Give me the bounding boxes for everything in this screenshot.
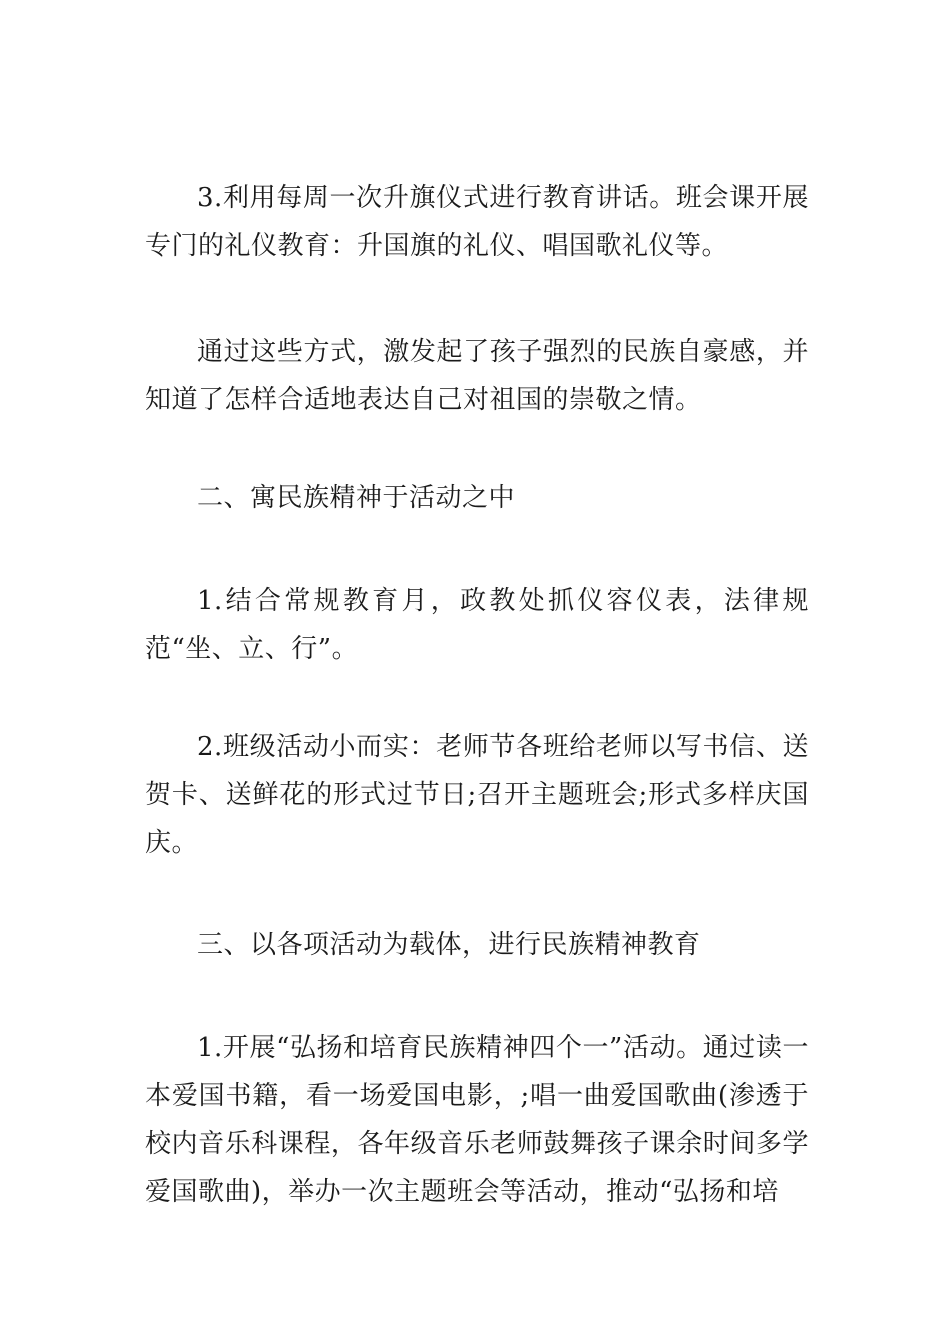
paragraph-four-ones-activity: 1.开展“弘扬和培育民族精神四个一”活动。通过读一本爱国书籍，看一场爱国电影，;唱一曲爱国歌曲(渗透于校内音乐科课程，各年级音乐老师鼓舞孩子课余时间多学爱国歌曲)，举办一次主题班会等活动，推动“弘扬和培 xyxy=(145,1033,809,1207)
paragraph-routine-education: 1.结合常规教育月，政教处抓仪容仪表，法律规范“坐、立、行”。 xyxy=(145,586,809,664)
paragraph-class-activities: 2.班级活动小而实：老师节各班给老师以写书信、送贺卡、送鲜花的形式过节日;召开主题班会;形式多样庆国庆。 xyxy=(145,732,809,858)
section-heading-2: 二、寓民族精神于活动之中 xyxy=(197,483,516,513)
paragraph-flag-ceremony: 3.利用每周一次升旗仪式进行教育讲话。班会课开展专门的礼仪教育：升国旗的礼仪、唱国歌礼仪等。 xyxy=(145,183,809,261)
paragraph-national-pride: 通过这些方式，激发起了孩子强烈的民族自豪感，并知道了怎样合适地表达自己对祖国的崇敬之情。 xyxy=(145,337,809,415)
section-heading-3: 三、以各项活动为载体，进行民族精神教育 xyxy=(197,930,701,960)
